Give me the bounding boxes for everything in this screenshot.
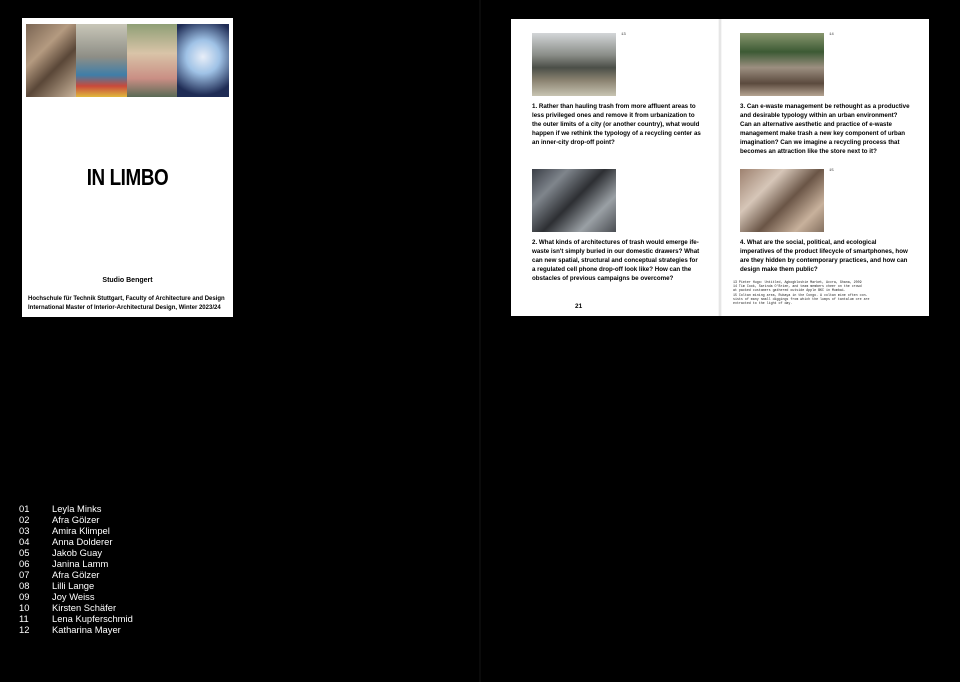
center-divider	[479, 0, 481, 682]
list-item[interactable]	[19, 547, 133, 558]
cover-page[interactable]	[22, 18, 233, 317]
list-item-name: Katharina Mayer	[52, 624, 121, 635]
photo-trash-market	[532, 33, 616, 96]
question-4: 4. What are the social, political, and ecological imperatives of the product lifecycle of smartphones, how are they hidden by contemporary practices, and how can design make them public?	[740, 239, 908, 273]
list-item[interactable]	[19, 525, 133, 536]
list-item-number: 08	[19, 580, 30, 591]
footnote-line: 14 Tim Cook, Sarinda O'Brien, and team members cheer on the crowd	[733, 284, 862, 289]
footnote-line: extracted to the light of day.	[733, 301, 793, 306]
footnotes	[733, 280, 918, 305]
list-item-name: Joy Weiss	[52, 591, 95, 602]
list-item-number: 11	[19, 613, 29, 624]
list-item-name: Janina Lamm	[52, 558, 109, 569]
list-item-name: Amira Klimpel	[52, 525, 110, 536]
photo-coltan-mine	[740, 169, 824, 232]
list-item-number: 10	[19, 602, 30, 613]
list-item[interactable]	[19, 602, 133, 613]
list-item-number: 05	[19, 547, 30, 558]
footnote-line: 15 Coltan mining area, Rubaya in the Congo. A coltan mine often con-	[733, 292, 868, 297]
list-item-name: Leyla Minks	[52, 503, 102, 514]
list-item-name: Lilli Lange	[52, 580, 95, 591]
list-item[interactable]	[19, 624, 133, 635]
list-item[interactable]	[19, 503, 133, 514]
cover-program: International Master of Interior-Architectural Design, Winter 2023/24	[28, 305, 221, 311]
photo-crowd	[740, 33, 824, 96]
spread-gutter	[718, 19, 722, 316]
list-item-number: 04	[19, 536, 30, 547]
list-item[interactable]	[19, 536, 133, 547]
list-item-number: 07	[19, 569, 30, 580]
list-item-name: Kirsten Schäfer	[52, 602, 117, 613]
question-2: 2. What kinds of architectures of trash would emerge ife-waste isn't simply buried in our domestic drawers? What can new spatial, structural and conceptual strategies for a regulated cell phone drop-off look like? How can the obstacles of previous campaigns be overcome?	[532, 239, 700, 282]
footnote-line: at packed customers gathered outside Apple BKC in Mumbai.	[733, 288, 846, 293]
cover-image-strip	[26, 24, 229, 97]
list-item[interactable]	[19, 558, 133, 569]
list-item[interactable]	[19, 569, 133, 580]
list-item-number: 03	[19, 525, 30, 536]
list-item-number: 09	[19, 591, 30, 602]
photo-cell-phones	[532, 169, 616, 232]
cover-image-phone	[177, 24, 229, 97]
list-item-number: 12	[19, 624, 30, 635]
cover-image-store	[76, 24, 127, 97]
list-item-name: Jakob Guay	[52, 547, 103, 558]
list-item[interactable]	[19, 613, 133, 624]
list-item[interactable]	[19, 514, 133, 525]
list-item[interactable]	[19, 591, 133, 602]
page-number: 21	[575, 303, 583, 310]
list-item[interactable]	[19, 580, 133, 591]
footnote-line: 13 Pieter Hugo: Untitled, Agbogbloshie Market, Accra, Ghana, 2009	[733, 280, 862, 284]
cover-image-people	[127, 24, 177, 97]
page-spread[interactable]	[511, 19, 929, 316]
contributor-list	[19, 503, 133, 635]
image-number: 14	[829, 33, 834, 37]
list-item-name: Lena Kupferschmid	[52, 613, 133, 624]
list-item-name: Anna Dolderer	[52, 536, 113, 547]
list-item-number: 02	[19, 514, 30, 525]
list-item-name: Afra Gölzer	[52, 569, 100, 580]
question-3: 3. Can e-waste management be rethought as a productive and desirable typology within an urban environment? Can an alternative aesthetic and practice of e-waste management make trash a new key component of urban imagination? Can we imagine a recycling process that becomes an attraction like the store next to it?	[740, 103, 910, 155]
question-1: 1. Rather than hauling trash from more affluent areas to less privileged ones and remove it from urbanization to the outer limits of a city (or another country), what would happen if we rethink the typology of a recycling center as an inner-city drop-off point?	[532, 103, 701, 146]
list-item-name: Afra Gölzer	[52, 514, 100, 525]
cover-title: IN LIMBO	[86, 164, 169, 190]
footnote-line: sists of many small diggings from which the lumps of tantalum ore are	[733, 296, 870, 301]
cover-image-debris	[26, 24, 76, 97]
cover-institution: Hochschule für Technik Stuttgart, Faculty of Architecture and Design	[28, 296, 225, 302]
list-item-number: 06	[19, 558, 30, 569]
image-number: 13	[621, 33, 626, 37]
cover-studio: Studio Bengert	[102, 277, 153, 284]
list-item-number: 01	[19, 503, 30, 514]
image-number: 15	[829, 169, 834, 173]
